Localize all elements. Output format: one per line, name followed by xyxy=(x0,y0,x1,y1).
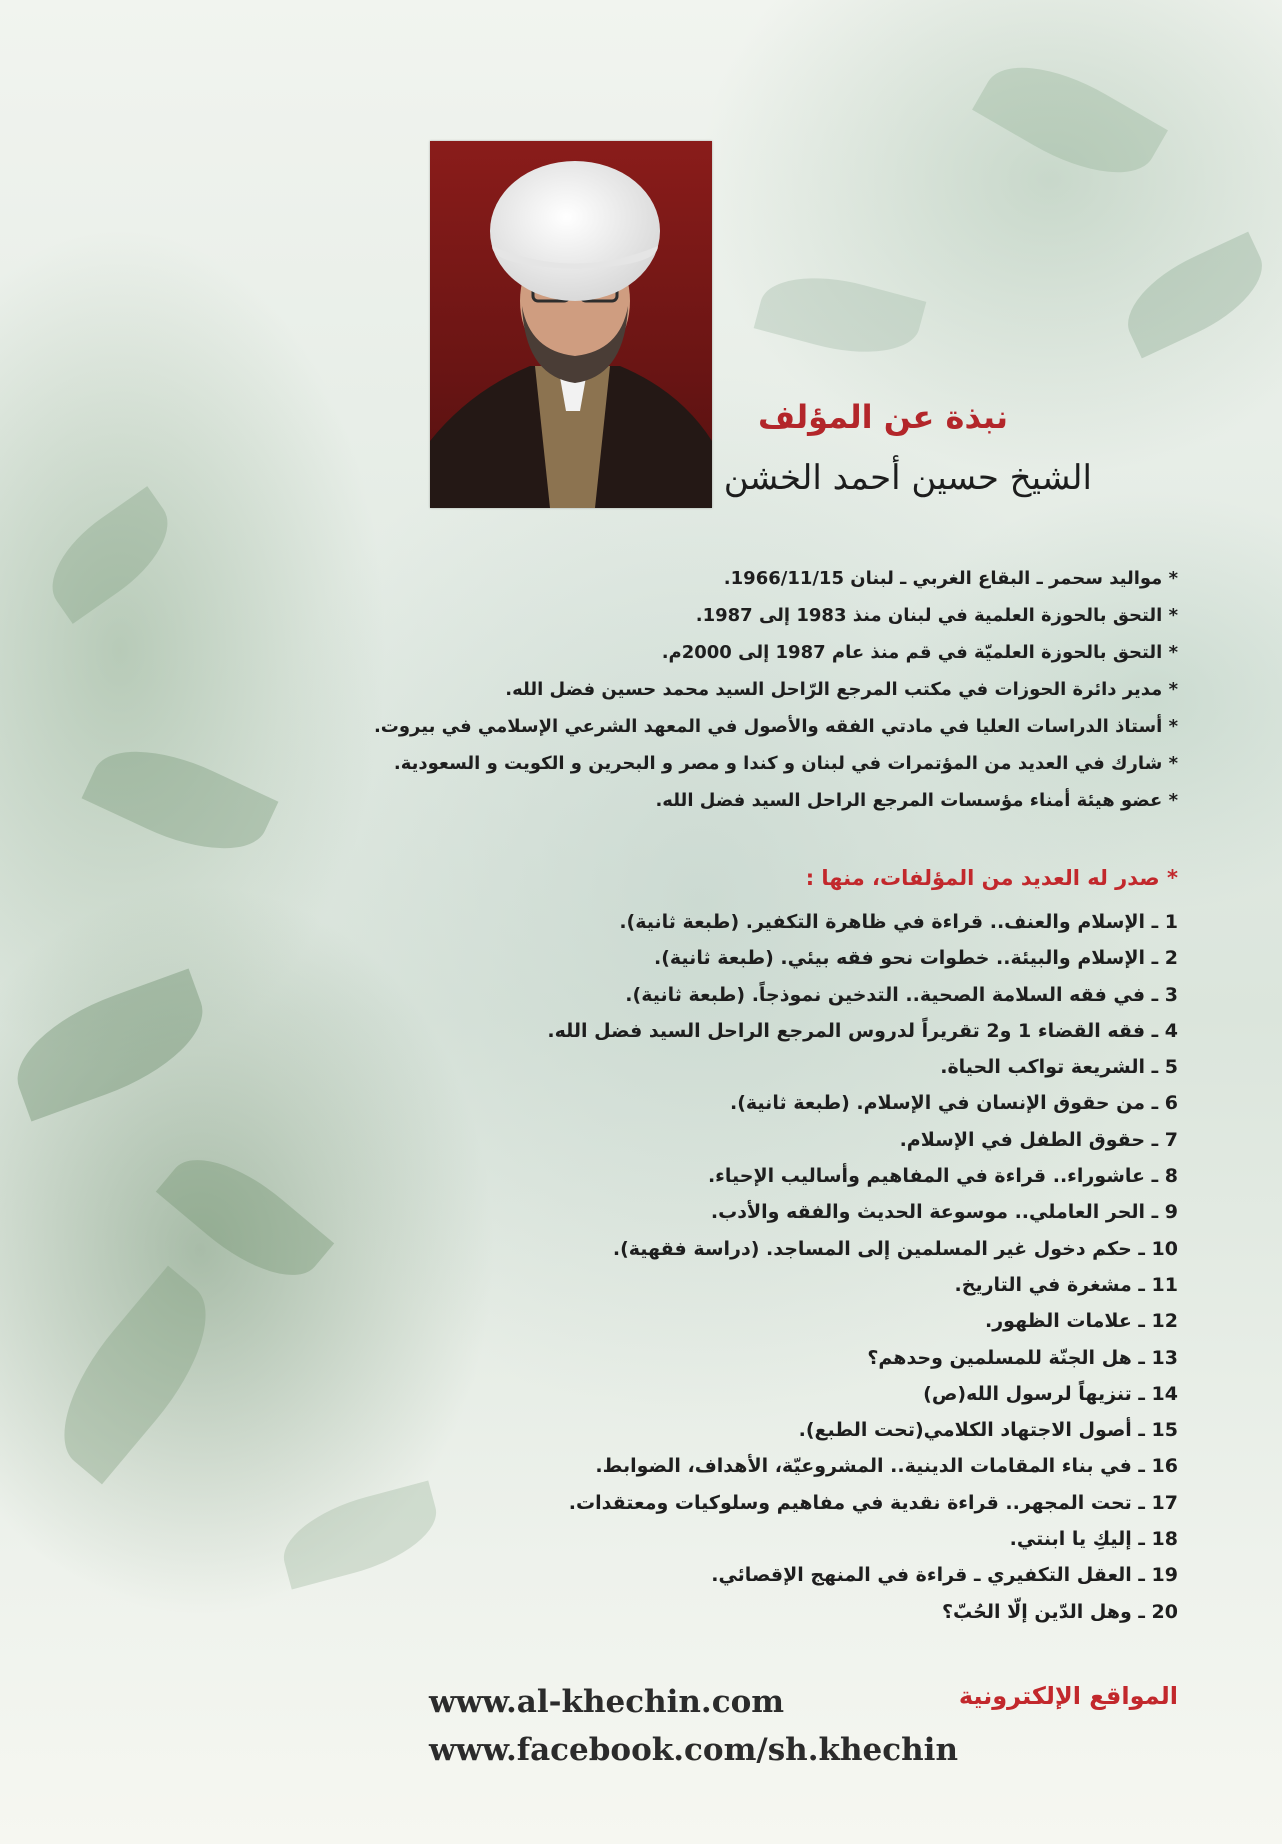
work-item: 9 ـ الحر العاملي.. موسوعة الحديث والفقه والأدب. xyxy=(710,1201,1178,1224)
work-item: 16 ـ في بناء المقامات الدينية.. المشروعيّة، الأهداف، الضوابط. xyxy=(595,1455,1178,1478)
work-item: 5 ـ الشريعة تواكب الحياة. xyxy=(940,1056,1178,1079)
work-item: 8 ـ عاشوراء.. قراءة في المفاهيم وأساليب الإحياء. xyxy=(707,1165,1178,1188)
bio-item: * شارك في العديد من المؤتمرات في لبنان و كندا و مصر و البحرين و الكويت و السعودية. xyxy=(393,753,1178,774)
author-photo xyxy=(430,141,712,508)
author-name: الشيخ حسين أحمد الخشن xyxy=(723,458,1092,498)
section-title: نبذة عن المؤلف xyxy=(757,398,1008,436)
work-item: 2 ـ الإسلام والبيئة.. خطوات نحو فقه بيئي. (طبعة ثانية). xyxy=(654,947,1178,970)
works-list xyxy=(278,904,1178,1630)
work-item: 14 ـ تنزيهاً لرسول الله(ص) xyxy=(923,1382,1178,1405)
bio-item: * مواليد سحمر ـ البقاع الغربي ـ لبنان 1966/11/15. xyxy=(723,568,1178,589)
works-heading: * صدر له العديد من المؤلفات، منها : xyxy=(805,866,1178,890)
work-item: 1 ـ الإسلام والعنف.. قراءة في ظاهرة التكفير. (طبعة ثانية). xyxy=(619,911,1178,933)
work-item: 17 ـ تحت المجهر.. قراءة نقدية في مفاهيم وسلوكيات ومعتقدات. xyxy=(568,1491,1178,1514)
leaf-decoration xyxy=(33,486,188,624)
bio-item: * أستاذ الدراسات العليا في مادتي الفقه والأصول في المعهد الشرعي الإسلامي في بيروت. xyxy=(373,716,1178,737)
work-item: 20 ـ وهل الدّين إلّا الحُبّ؟ xyxy=(942,1600,1178,1623)
website-link[interactable]: www.al-khechin.com xyxy=(429,1684,785,1720)
bio-item: * مدير دائرة الحوزات في مكتب المرجع الرّاحل السيد محمد حسين فضل الله. xyxy=(505,679,1178,700)
bio-item: * التحق بالحوزة العلميّة في قم منذ عام 1987 إلى 2000م. xyxy=(661,642,1178,663)
leaf-decoration xyxy=(82,726,279,875)
author-portrait-illustration xyxy=(430,141,712,508)
work-item: 15 ـ أصول الاجتهاد الكلامي(تحت الطبع). xyxy=(798,1419,1178,1442)
bio-item: * التحق بالحوزة العلمية في لبنان منذ 1983 إلى 1987. xyxy=(695,605,1178,626)
facebook-link[interactable]: www.facebook.com/sh.khechin xyxy=(429,1732,958,1768)
work-item: 3 ـ في فقه السلامة الصحية.. التدخين نموذجاً. (طبعة ثانية). xyxy=(625,983,1178,1006)
bio-list xyxy=(278,560,1178,819)
websites-label: المواقع الإلكترونية xyxy=(958,1682,1178,1710)
leaf-decoration xyxy=(1,969,220,1122)
work-item: 13 ـ هل الجنّة للمسلمين وحدهم؟ xyxy=(867,1346,1178,1369)
leaf-decoration xyxy=(754,260,927,369)
work-item: 12 ـ علامات الظهور. xyxy=(985,1310,1178,1333)
work-item: 19 ـ العقل التكفيري ـ قراءة في المنهج الإقصائي. xyxy=(711,1564,1178,1587)
leaf-decoration xyxy=(972,40,1168,199)
leaf-decoration xyxy=(33,1266,237,1485)
work-item: 4 ـ فقه القضاء 1 و2 تقريراً لدروس المرجع الراحل السيد فضل الله. xyxy=(547,1019,1178,1042)
leaf-decoration xyxy=(1112,232,1278,359)
work-item: 7 ـ حقوق الطفل في الإسلام. xyxy=(899,1128,1178,1151)
work-item: 6 ـ من حقوق الإنسان في الإسلام. (طبعة ثانية). xyxy=(730,1092,1178,1115)
bio-item: * عضو هيئة أمناء مؤسسات المرجع الراحل السيد فضل الله. xyxy=(655,790,1178,811)
work-item: 18 ـ إليكِ يا ابنتي. xyxy=(1009,1528,1178,1551)
work-item: 11 ـ مشغرة في التاريخ. xyxy=(954,1273,1178,1296)
work-item: 10 ـ حكم دخول غير المسلمين إلى المساجد. (دراسة فقهية). xyxy=(612,1237,1178,1260)
